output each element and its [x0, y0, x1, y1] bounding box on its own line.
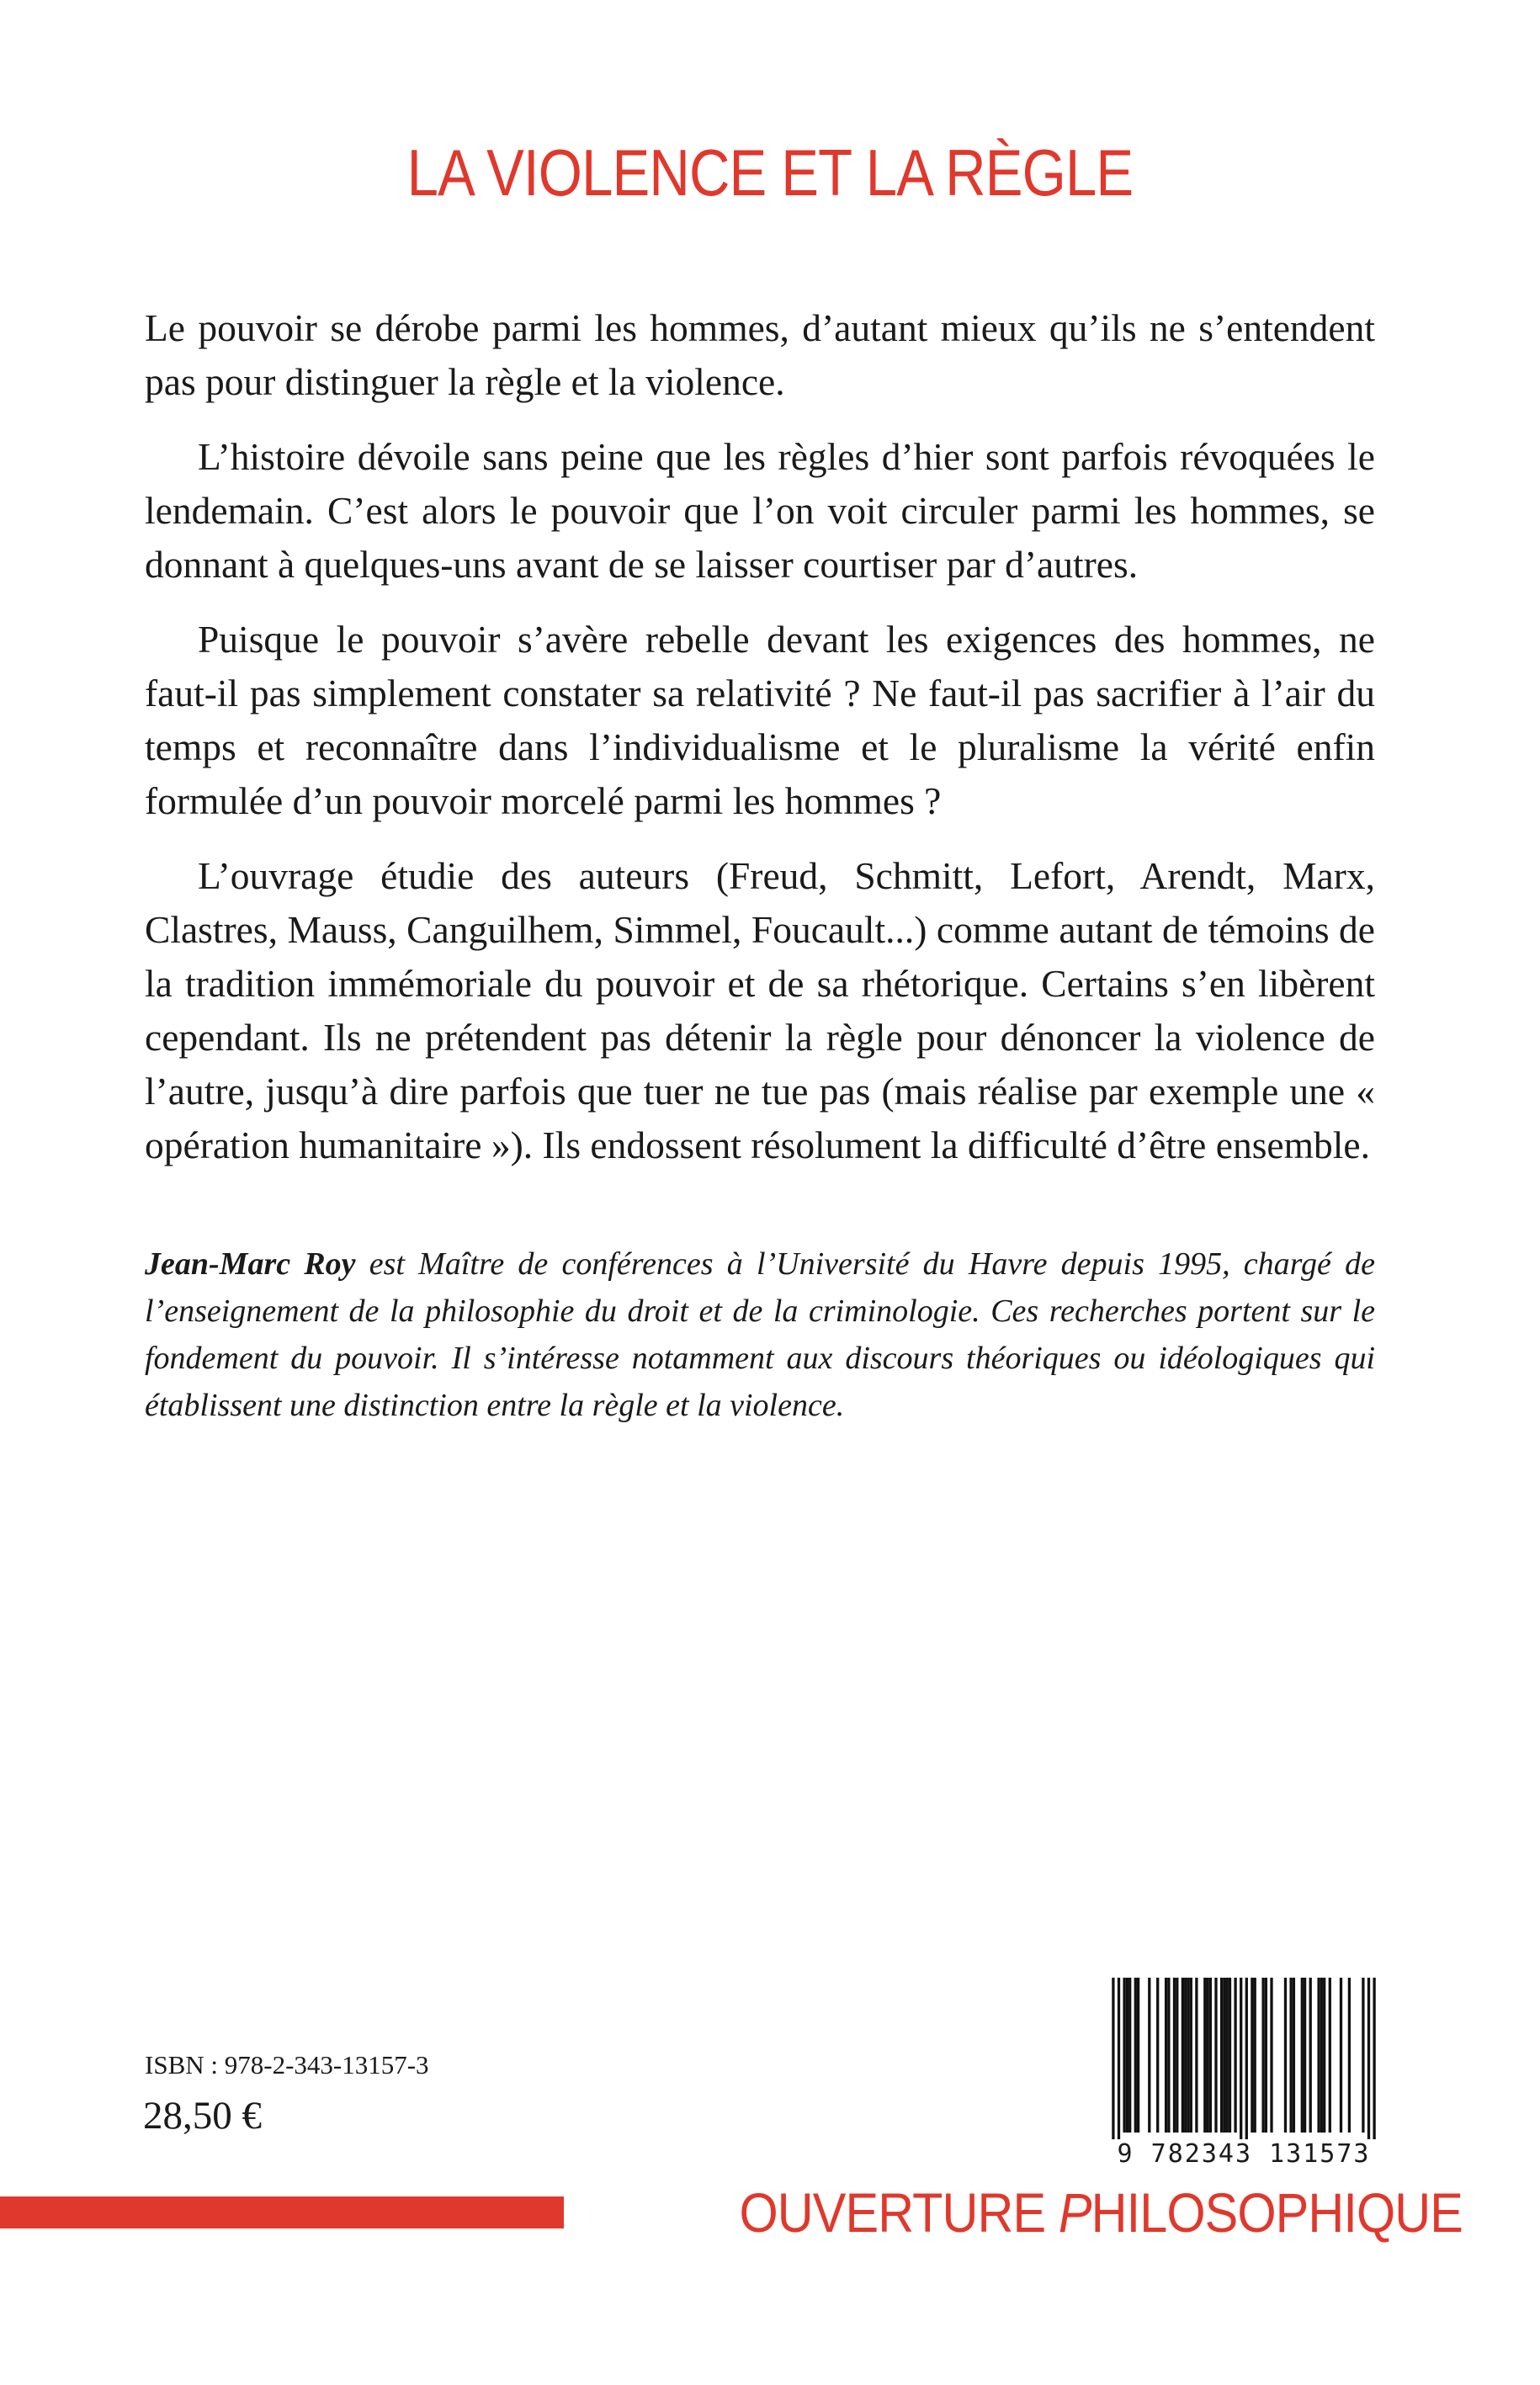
barcode-bar	[1245, 1978, 1248, 2139]
author-bio	[145, 1240, 1375, 1429]
barcode-bar	[1184, 1978, 1187, 2133]
barcode-bar	[1329, 1978, 1331, 2133]
barcode-bar	[1304, 1978, 1306, 2133]
price-label: 28,50 €	[143, 2094, 262, 2138]
author-name: Jean-Marc Roy	[145, 1246, 356, 1282]
barcode-bar	[1226, 1978, 1229, 2133]
barcode-bar	[1203, 1978, 1206, 2133]
barcode-bar	[1209, 1978, 1212, 2133]
barcode-bar	[1240, 1978, 1242, 2139]
barcode-bar	[1320, 1978, 1323, 2133]
barcode-bar	[1309, 1978, 1312, 2133]
barcode-bar	[1293, 1978, 1295, 2133]
blurb-paragraph-4: L’ouvrage étudie des auteurs (Freud, Schmitt, Lefort, Arendt, Marx, Clastres, Mauss, Canguilhem, Simmel, Foucault...) comme autant de témoins de la tradition immémoriale du pouvoir et de sa rhétorique. Certains s’en libèrent cependant. Ils ne prétendent pas détenir la règle pour dénoncer la violence de l’autre, jusqu’à dire parfois que tuer ne tue pas (mais réalise par exemple une « opération humanitaire »). Ils endossent résolument la difficulté d’être ensemble.	[145, 854, 1375, 1166]
barcode-bar	[1251, 1978, 1253, 2133]
barcode-bar	[1270, 1978, 1272, 2133]
book-title: LA VIOLENCE ET LA RÈGLE	[406, 135, 1134, 210]
barcode-bar	[1176, 1978, 1178, 2133]
barcode-bar	[1323, 1978, 1325, 2133]
isbn-label: ISBN : 978-2-343-13157-3	[145, 2050, 429, 2080]
barcode-bar	[1137, 1978, 1139, 2133]
barcode-bar	[1112, 1978, 1114, 2139]
barcode-bar	[1254, 1978, 1256, 2133]
barcode-bar	[1317, 1978, 1320, 2133]
barcode-bar	[1182, 1978, 1184, 2133]
author-bio-text: est Maître de conférences à l’Université du Havre depuis 1995, chargé de l’enseignement de la philosophie du droit et de la criminologie. Ces recherches portent sur le fondement du pouvoir. Il s’intéresse notamment aux discours théoriques ou idéologiques qui établissent une distinction entre la règle et la violence.	[145, 1246, 1376, 1423]
series-name-part3: HILOSOPHIQUE	[1091, 2181, 1463, 2244]
barcode-bar	[1123, 1978, 1125, 2133]
barcode-bar	[1373, 1978, 1375, 2139]
series-name-italic-letter: P	[1058, 2181, 1091, 2244]
barcode-bar	[1362, 1978, 1364, 2133]
barcode-bar	[1234, 1978, 1236, 2133]
series-name	[740, 2180, 1463, 2244]
barcode-bars	[1094, 1974, 1394, 2139]
barcode-bar	[1148, 1978, 1150, 2133]
barcode	[1094, 1974, 1394, 2169]
barcode-bar	[1223, 1978, 1225, 2133]
barcode-bar	[1206, 1978, 1208, 2133]
barcode-bar	[1340, 1978, 1342, 2133]
barcode-bar	[1128, 1978, 1131, 2133]
barcode-bar	[1190, 1978, 1192, 2133]
barcode-digits: 9 782343 131573	[1117, 2139, 1371, 2169]
barcode-bar	[1289, 1978, 1292, 2133]
barcode-bar	[1261, 1978, 1264, 2133]
barcode-bar	[1301, 1978, 1304, 2133]
barcode-bar	[1134, 1978, 1137, 2133]
blurb-paragraph-1: Le pouvoir se dérobe parmi les hommes, d’autant mieux qu’ils ne s’entendent pas pour distinguer la règle et la violence.	[145, 306, 1375, 403]
red-accent-bar	[0, 2196, 564, 2228]
barcode-bar	[1167, 1978, 1170, 2133]
back-cover-blurb	[145, 301, 1375, 1193]
barcode-bar	[1284, 1978, 1287, 2133]
barcode-bar	[1348, 1978, 1351, 2133]
series-name-part1: OUVERTURE	[739, 2181, 1059, 2244]
barcode-bar	[1126, 1978, 1128, 2133]
barcode-bar	[1165, 1978, 1167, 2133]
barcode-bar	[1118, 1978, 1120, 2139]
barcode-bar	[1229, 1978, 1231, 2133]
barcode-bar	[1214, 1978, 1217, 2133]
barcode-bar	[1195, 1978, 1197, 2133]
barcode-bar	[1265, 1978, 1267, 2133]
barcode-bar	[1156, 1978, 1159, 2133]
barcode-bar	[1367, 1978, 1370, 2139]
blurb-paragraph-3: Puisque le pouvoir s’avère rebelle devant les exigences des hommes, ne faut-il pas simplement constater sa relativité ? Ne faut-il pas sacrifier à l’air du temps et reconnaître dans l’individualisme et le pluralisme la vérité enfin formulée d’un pouvoir morcelé parmi les hommes ?	[145, 618, 1375, 822]
barcode-bar	[1220, 1978, 1223, 2133]
barcode-bar	[1173, 1978, 1176, 2133]
blurb-paragraph-2: L’histoire dévoile sans peine que les règles d’hier sont parfois révoquées le lendemain. C’est alors le pouvoir que l’on voit circuler parmi les hommes, se donnant à quelques-uns avant de se laisser courtiser par d’autres.	[145, 435, 1375, 586]
barcode-bar	[1187, 1978, 1189, 2133]
